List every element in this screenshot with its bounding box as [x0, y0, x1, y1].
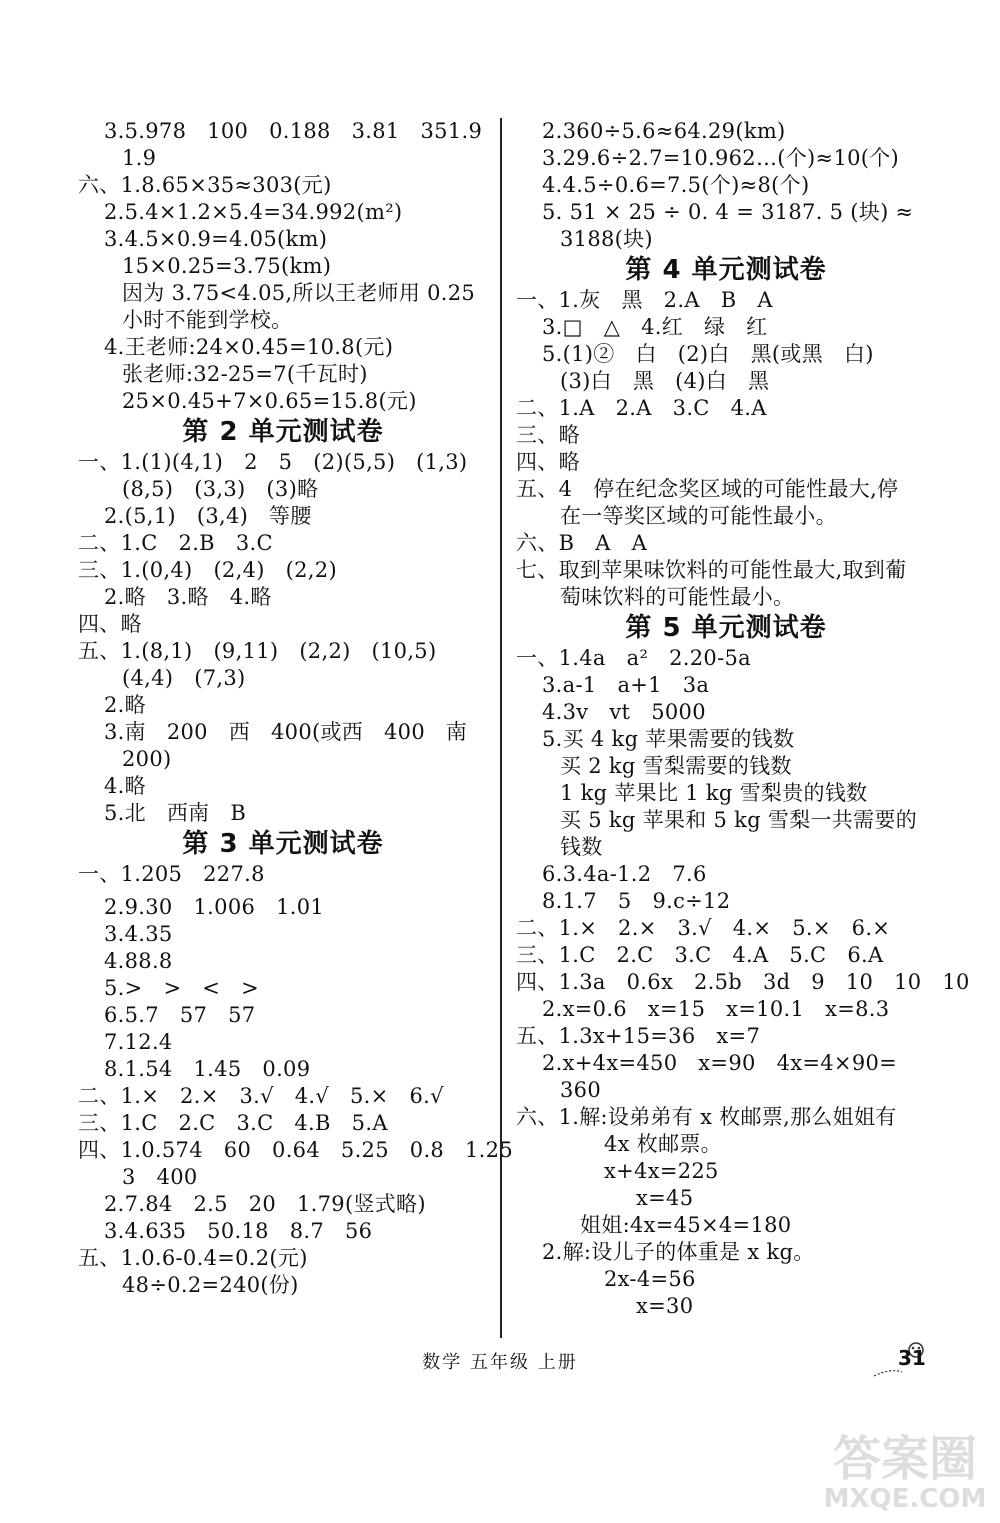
watermark-url: MXQE.COM — [823, 1484, 987, 1514]
answer-line: 五、1.(8,1) (9,11) (2,2) (10,5) — [78, 639, 437, 663]
answer-line: x+4x=225 — [604, 1159, 719, 1183]
answer-line: 2.7.84 2.5 20 1.79(竖式略) — [104, 1192, 426, 1216]
answer-line: 一、1.灰 黑 2.A B A — [516, 288, 773, 312]
answer-line: 3.4.5×0.9=4.05(km) — [104, 227, 328, 251]
answer-line: 六、B A A — [516, 531, 648, 555]
answer-line: 4.4.5÷0.6=7.5(个)≈8(个) — [542, 173, 810, 197]
answer-line: 4.3v vt 5000 — [542, 700, 706, 724]
answer-line: 3.a-1 a+1 3a — [542, 673, 710, 697]
answer-line: 3.南 200 西 400(或西 400 南 — [104, 720, 468, 744]
answer-line: 3188(块) — [560, 227, 653, 251]
answer-line: 2.x+4x=450 x=90 4x=4×90= — [542, 1051, 898, 1075]
answer-line: 买 5 kg 苹果和 5 kg 雪梨一共需要的 — [560, 808, 918, 832]
watermark-logo-text: 答案圈 — [832, 1431, 977, 1487]
answer-line: 2.解:设儿子的体重是 x kg。 — [542, 1240, 815, 1264]
answer-line: 1.9 — [122, 146, 157, 170]
answer-line: 买 2 kg 雪梨需要的钱数 — [560, 754, 792, 778]
answer-line: 2.9.30 1.006 1.01 — [104, 895, 325, 919]
answer-line: 三、1.C 2.C 3.C 4.B 5.A — [78, 1111, 388, 1135]
answer-line: 三、1.(0,4) (2,4) (2,2) — [78, 558, 337, 582]
answer-line: 4.略 — [104, 774, 146, 798]
answer-line: 48÷0.2=240(份) — [122, 1273, 299, 1297]
answer-line: 五、4 停在纪念奖区域的可能性最大,停 — [516, 477, 899, 501]
answer-line: 五、1.3x+15=36 x=7 — [516, 1024, 761, 1048]
page-number: 31 — [898, 1346, 926, 1370]
answer-line: 姐姐:4x=45×4=180 — [580, 1213, 792, 1237]
answer-line: 2.x=0.6 x=15 x=10.1 x=8.3 — [542, 997, 890, 1021]
answer-line: 25×0.45+7×0.65=15.8(元) — [122, 389, 417, 413]
answer-line: (4,4) (7,3) — [122, 666, 246, 690]
answer-line: 3.5.978 100 0.188 3.81 351.9 — [104, 119, 483, 143]
answer-line: 七、取到苹果味饮料的可能性最大,取到葡 — [516, 558, 907, 582]
watermark-logo — [820, 1420, 990, 1520]
answer-line: 15×0.25=3.75(km) — [122, 254, 332, 278]
answer-line: 一、1.4a a² 2.20-5a — [516, 646, 751, 670]
answer-line: 四、略 — [78, 612, 142, 636]
answer-line: 六、1.解:设弟弟有 x 枚邮票,那么姐姐有 — [516, 1105, 897, 1129]
answer-line: 3 400 — [122, 1165, 198, 1189]
answer-line: 3.4.35 — [104, 922, 173, 946]
answer-line: 2.略 — [104, 693, 146, 717]
answer-line: 五、1.0.6-0.4=0.2(元) — [78, 1246, 308, 1270]
answer-line: (3)白 黑 (4)白 黑 — [560, 369, 770, 393]
answer-line: 7.12.4 — [104, 1030, 173, 1054]
answer-line: 四、略 — [516, 450, 580, 474]
answer-line: 一、1.(1)(4,1) 2 5 (2)(5,5) (1,3) — [78, 450, 468, 474]
answer-line: 四、1.0.574 60 0.64 5.25 0.8 1.25 — [78, 1138, 513, 1162]
answer-line: (8,5) (3,3) (3)略 — [122, 477, 319, 501]
answer-line: 萄味饮料的可能性最小。 — [560, 585, 795, 609]
section-heading: 第 5 单元测试卷 — [625, 613, 827, 643]
answer-line: 2.(5,1) (3,4) 等腰 — [104, 504, 312, 528]
answer-line: 因为 3.75<4.05,所以王老师用 0.25 — [122, 281, 476, 305]
section-heading: 第 2 单元测试卷 — [182, 417, 384, 447]
answer-line: 8.1.7 5 9.c÷12 — [542, 889, 731, 913]
answer-line: 2.略 3.略 4.略 — [104, 585, 272, 609]
answer-line: 2.5.4×1.2×5.4=34.992(m²) — [104, 200, 403, 224]
answer-line: 六、1.8.65×35≈303(元) — [78, 173, 332, 197]
section-heading: 第 3 单元测试卷 — [182, 829, 384, 859]
column-divider — [500, 118, 502, 1338]
answer-line: 4x 枚邮票。 — [604, 1132, 722, 1156]
answer-line: 6.3.4a-1.2 7.6 — [542, 862, 707, 886]
answer-line: 二、1.× 2.× 3.√ 4.√ 5.× 6.√ — [78, 1084, 444, 1108]
answer-line: 5.买 4 kg 苹果需要的钱数 — [542, 727, 795, 751]
answer-line: 二、1.A 2.A 3.C 4.A — [516, 396, 767, 420]
answer-line: x=30 — [636, 1294, 694, 1318]
answer-line: 在一等奖区域的可能性最小。 — [560, 504, 837, 528]
left-column — [78, 118, 513, 1299]
answer-line: 二、1.× 2.× 3.√ 4.× 5.× 6.× — [516, 916, 891, 940]
right-column — [516, 118, 970, 1320]
answer-line: x=45 — [636, 1186, 694, 1210]
answer-line: 5. 51 × 25 ÷ 0. 4 = 3187. 5 (块) ≈ — [542, 200, 914, 224]
page-footer: 数学 五年级 上册 — [422, 1352, 578, 1373]
answer-line: 二、1.C 2.B 3.C — [78, 531, 273, 555]
answer-line: 5.北 西南 B — [104, 801, 247, 825]
answer-line: 360 — [560, 1078, 601, 1102]
answer-line: 5.> > < > — [104, 976, 259, 1000]
answer-line: 三、略 — [516, 423, 580, 447]
answer-line: 2x-4=56 — [604, 1267, 696, 1291]
answer-line: 钱数 — [560, 835, 603, 859]
answer-line: 3.4.635 50.18 8.7 56 — [104, 1219, 373, 1243]
answer-line: 4.王老师:24×0.45=10.8(元) — [104, 335, 394, 359]
answer-line: 8.1.54 1.45 0.09 — [104, 1057, 311, 1081]
answer-line: 3.29.6÷2.7=10.962…(个)≈10(个) — [542, 146, 900, 170]
answer-line: 四、1.3a 0.6x 2.5b 3d 9 10 10 10 — [516, 970, 970, 994]
answer-line: 小时不能到学校。 — [122, 308, 293, 332]
section-heading: 第 4 单元测试卷 — [625, 255, 827, 285]
answer-line: 200) — [122, 747, 172, 771]
answer-line: 2.360÷5.6≈64.29(km) — [542, 119, 786, 143]
answer-line: 3.□ △ 4.红 绿 红 — [542, 315, 768, 339]
answer-line: 一、1.205 227.8 — [78, 862, 265, 886]
answer-line: 张老师:32-25=7(千瓦时) — [122, 362, 368, 386]
answer-line: 6.5.7 57 57 — [104, 1003, 256, 1027]
answer-line: 1 kg 苹果比 1 kg 雪梨贵的钱数 — [560, 781, 868, 805]
answer-line: 三、1.C 2.C 3.C 4.A 5.C 6.A — [516, 943, 884, 967]
answer-line: 4.88.8 — [104, 949, 173, 973]
answer-line: 5.(1)② 白 (2)白 黑(或黑 白) — [542, 342, 874, 366]
